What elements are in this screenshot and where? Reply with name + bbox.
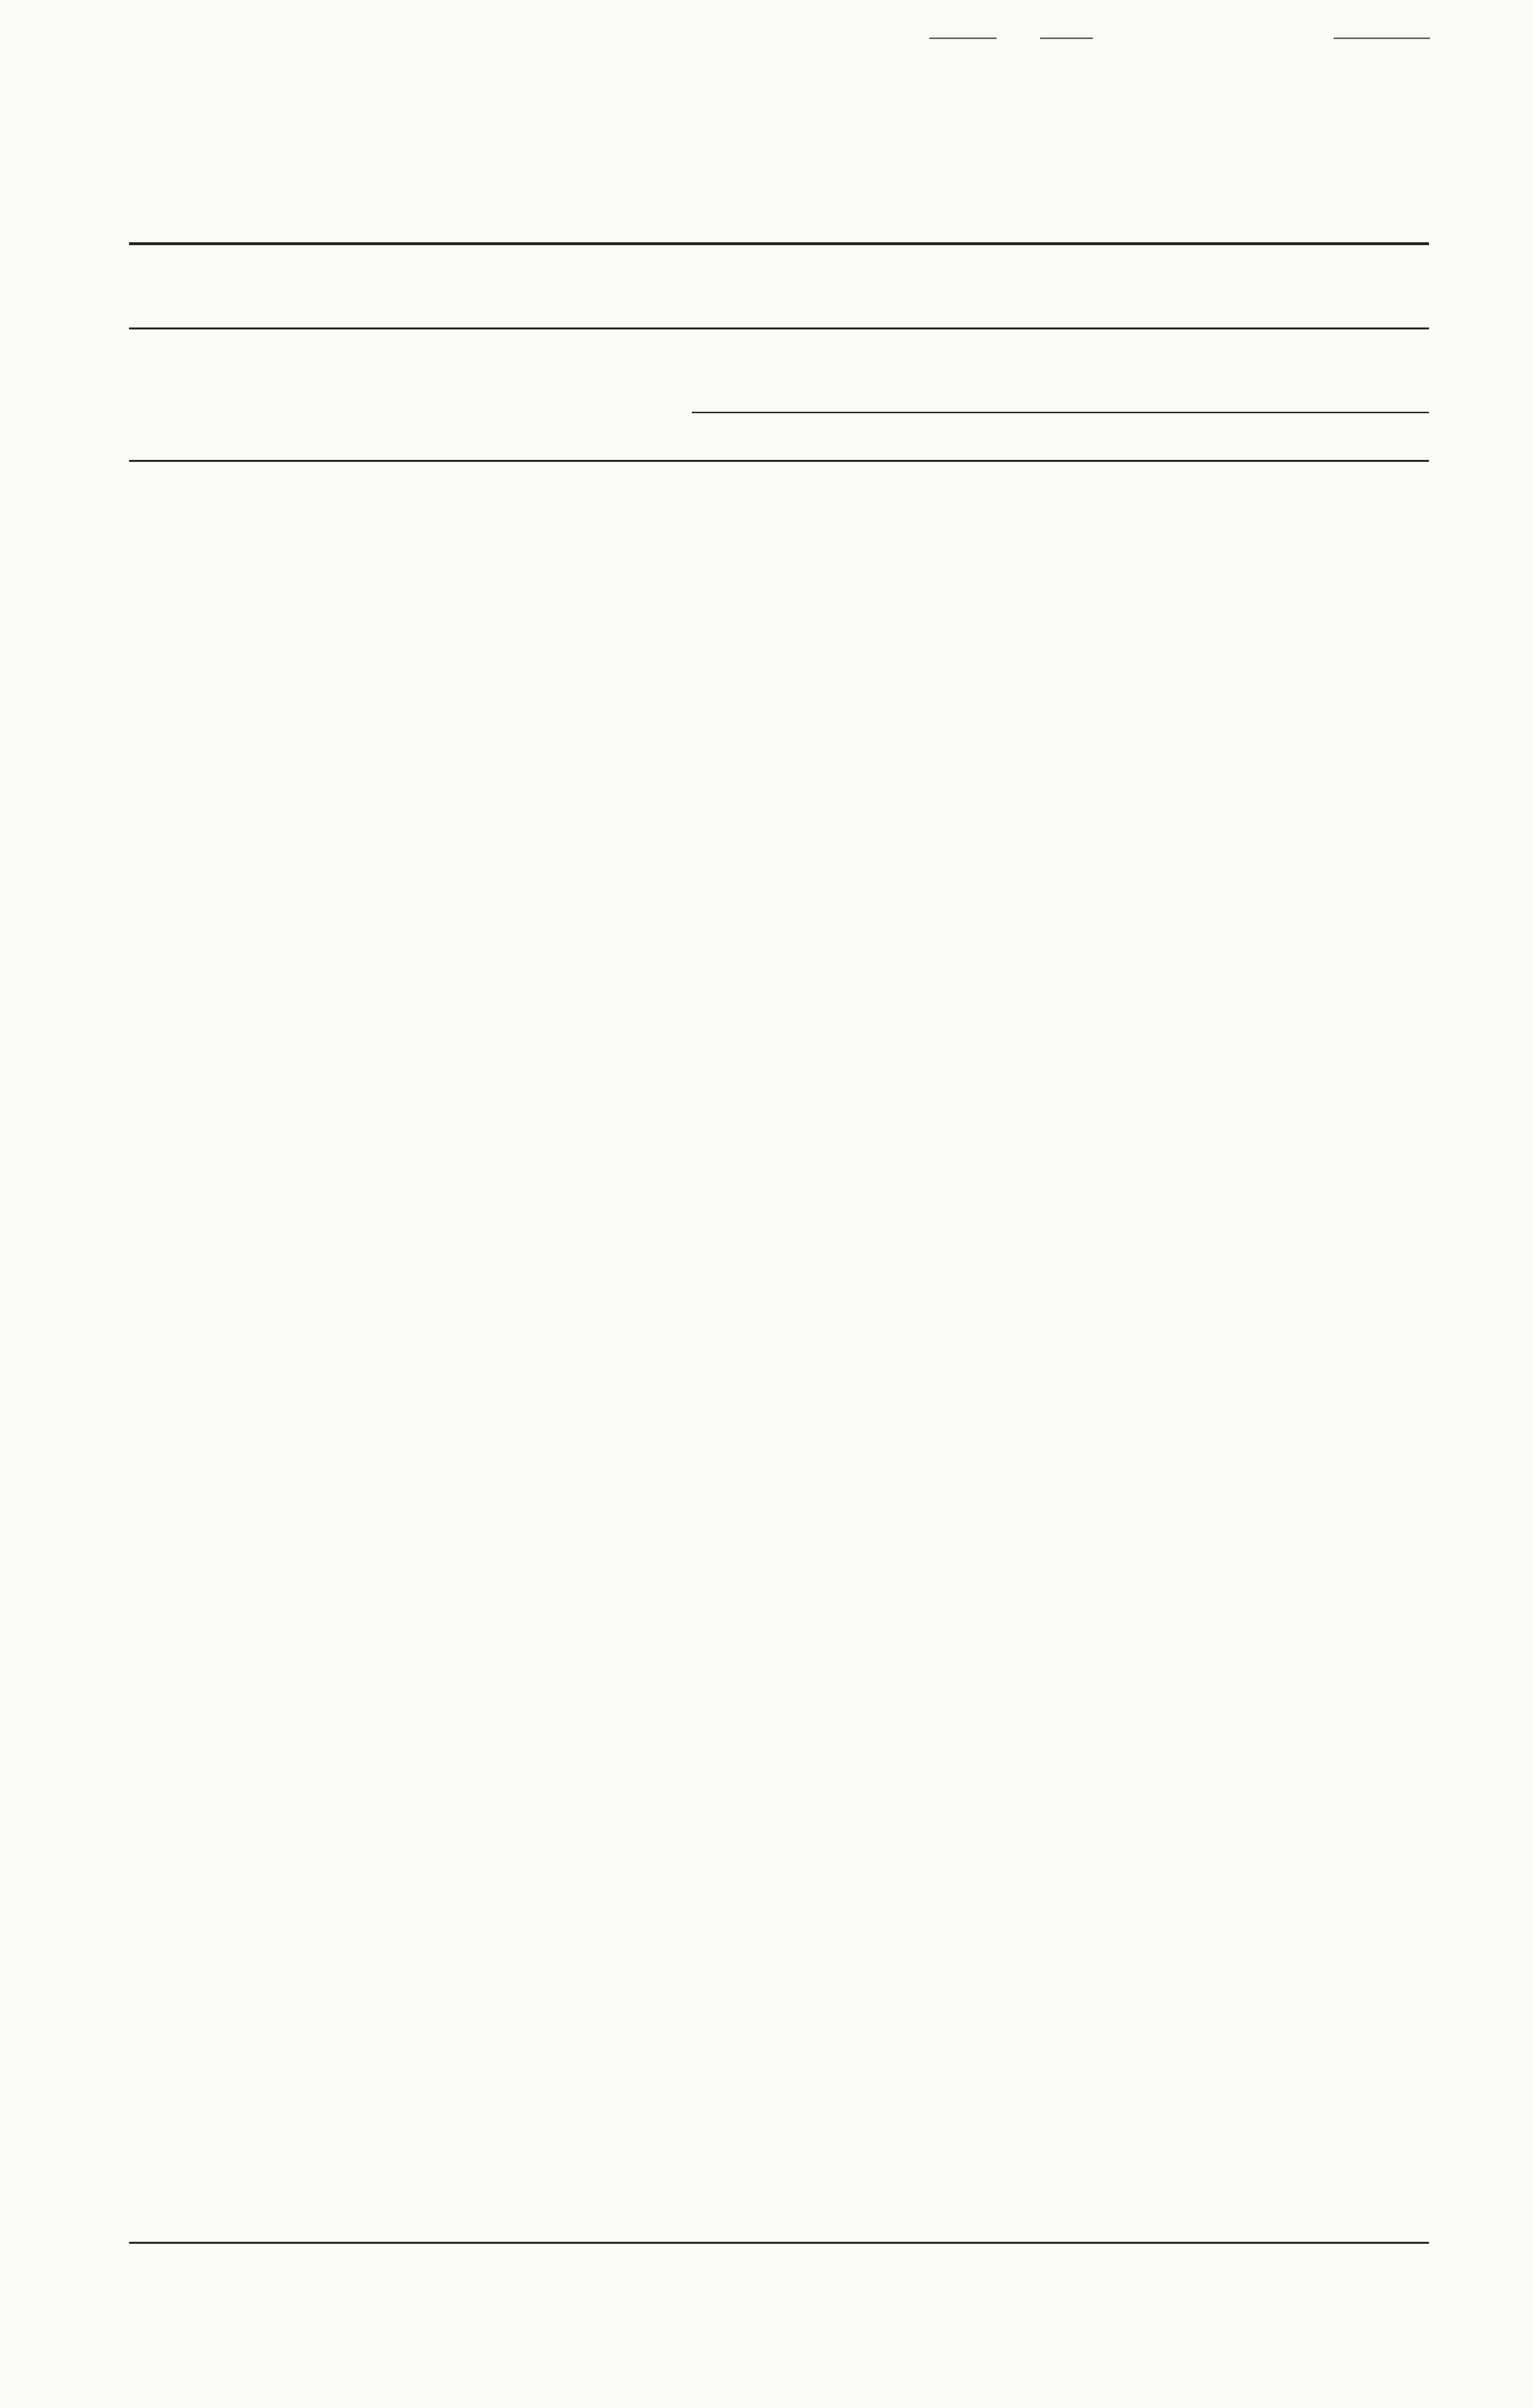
- header-bottom-rule: [129, 460, 1429, 462]
- table-bottom-rule: [129, 2242, 1429, 2244]
- header-rule: [129, 242, 1429, 245]
- scan-mark: [1040, 38, 1093, 39]
- table-top-rule: [129, 327, 1429, 329]
- header-mid-rule: [692, 412, 1429, 413]
- scan-mark: [1334, 38, 1430, 39]
- scan-mark: [929, 38, 997, 39]
